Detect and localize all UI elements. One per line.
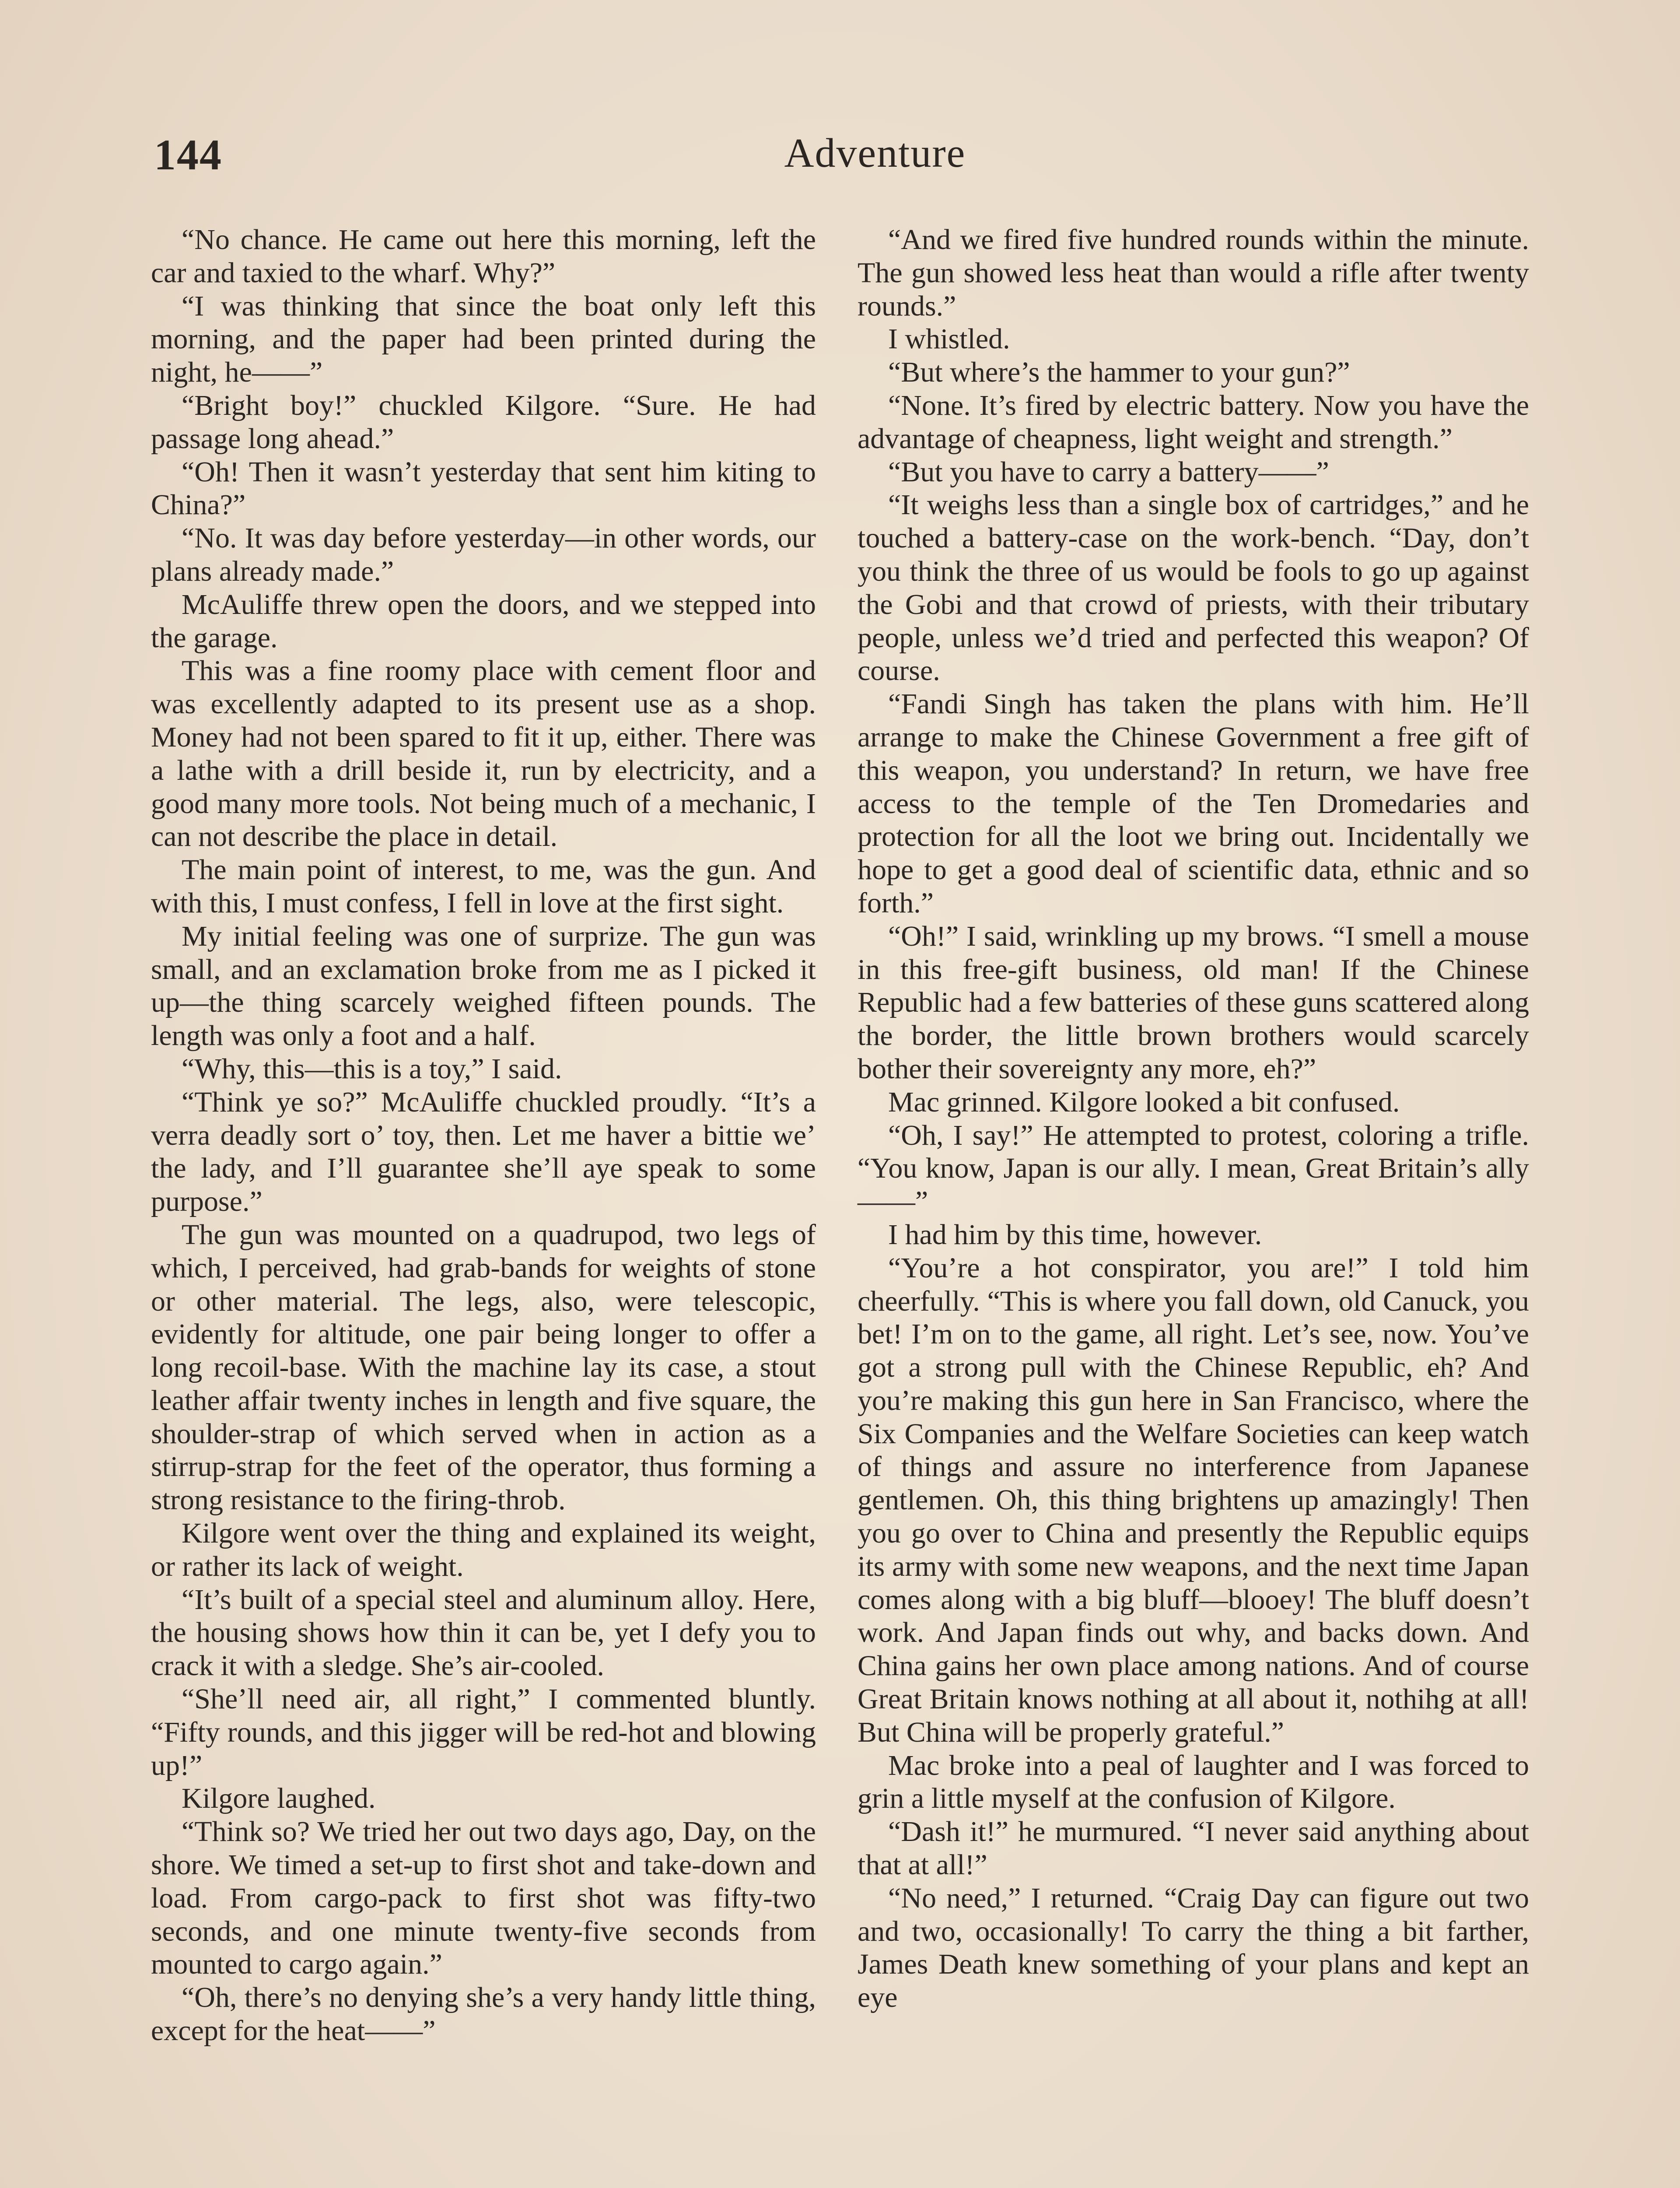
paragraph: “But where’s the hammer to your gun?” [888,356,1350,389]
paragraph: This was a fine roomy place with cement floor and was excellently adapted to its present use as a shop. Money had not been spared to fit it up, either. There was a lathe with a drill beside it, run by electricity, and a good many more tools. Not being much of a mechanic, I can not describe the place in detail. [151,655,816,853]
paragraph: “Fandi Singh has taken the plans with him. He’ll arrange to make the Chinese Government a free gift of this weapon, you understand? In return, we have free access to the temple of the Ten Dromedaries and protection for all the loot we bring out. Incidentally we hope to get a good deal of scientific data, ethnic and so forth.” [858,688,1529,919]
paragraph: My initial feeling was one of surprize. The gun was small, and an exclamation broke from me as I picked it up—the thing scarcely weighed fifteen pounds. The length was only a foot and a half. [151,920,816,1052]
paragraph: “None. It’s fired by electric battery. Now you have the advantage of cheapness, light weight and strength.” [858,389,1529,455]
paragraph: “And we fired five hundred rounds within the minute. The gun showed less heat than would a rifle after twenty rounds.” [858,224,1529,322]
paragraph: McAuliffe threw open the doors, and we stepped into the garage. [151,588,816,654]
paragraph: “No. It was day before yesterday—in other words, our plans already made.” [151,522,816,587]
paragraph: Mac broke into a peal of laughter and I was forced to grin a little myself at the confusion of Kilgore. [858,1749,1529,1815]
paragraph: Mac grinned. Kilgore looked a bit confused. [888,1086,1400,1118]
paragraph: “Think so? We tried her out two days ago, Day, on the shore. We timed a set-up to first shot and take-down and load. From cargo-pack to first shot was fifty-two seconds, and one minute twenty-five seconds from mounted to cargo again.” [151,1816,816,1981]
paragraph: I whistled. [888,323,1010,355]
page-number: 144 [154,130,222,179]
right-column [858,223,1529,2014]
paragraph: “Oh! Then it wasn’t yesterday that sent him kiting to China?” [151,456,816,521]
paragraph: “Think ye so?” McAuliffe chuckled proudly. “It’s a verra deadly sort o’ toy, then. Let me haver a bittie we’ the lady, and I’ll guarantee she’ll aye speak to some purpose.” [151,1086,816,1218]
paragraph: “I was thinking that since the boat only left this morning, and the paper had been printed during the night, he——” [151,290,816,389]
paragraph: “No need,” I returned. “Craig Day can figure out two and two, occasionally! To carry the thing a bit farther, James Death knew something of your plans and kept an eye [858,1882,1529,2014]
paragraph: “It weighs less than a single box of cartridges,” and he touched a battery-case on the work-bench. “Day, don’t you think the three of us would be fools to go up against the Gobi and that crowd of priests, with their tributary people, unless we’d tried and perfected this weapon? Of course. [858,489,1529,687]
paragraph: “It’s built of a special steel and aluminum alloy. Here, the housing shows how thin it can be, yet I defy you to crack it with a sledge. She’s air-cooled. [151,1583,816,1682]
paragraph: “Oh, there’s no denying she’s a very handy little thing, except for the heat——” [151,1981,816,2047]
left-column [151,223,816,2048]
paragraph: “Bright boy!” chuckled Kilgore. “Sure. He had passage long ahead.” [151,389,816,455]
paragraph: “But you have to carry a battery——” [888,456,1329,488]
paragraph: Kilgore laughed. [182,1782,376,1815]
paragraph: “Oh!” I said, wrinkling up my brows. “I smell a mouse in this free-gift business, old man! If the Chinese Republic had a few batteries of these guns scattered along the border, the little brown brothers would scarcely bother their sovereignty any more, eh?” [858,920,1529,1085]
paragraph: “Why, this—this is a toy,” I said. [182,1052,562,1085]
paragraph: “Oh, I say!” He attempted to protest, coloring a trifle. “You know, Japan is our ally. I mean, Great Britain’s ally——” [858,1119,1529,1218]
paragraph: “No chance. He came out here this morning, left the car and taxied to the wharf. Why?” [151,224,816,289]
paragraph: The main point of interest, to me, was the gun. And with this, I must confess, I fell in love at the first sight. [151,854,816,919]
paragraph: “Dash it!” he murmured. “I never said anything about that at all!” [858,1816,1529,1881]
paragraph: I had him by this time, however. [888,1218,1262,1251]
paragraph: The gun was mounted on a quadrupod, two legs of which, I perceived, had grab-bands for weights of stone or other material. The legs, also, were telescopic, evidently for altitude, one pair being longer to offer a long recoil-base. With the machine lay its case, a stout leather affair twenty inches in length and five square, the shoulder-strap of which served when in action as a stirrup-strap for the feet of the operator, thus forming a strong resistance to the firing-throb. [151,1218,816,1516]
paragraph: “You’re a hot conspirator, you are!” I told him cheerfully. “This is where you fall down, old Canuck, you bet! I’m on to the game, all right. Let’s see, now. You’ve got a strong pull with the Chinese Republic, eh? And you’re making this gun here in San Francisco, where the Six Companies and the Welfare Societies can keep watch of things and assure no interference from Japanese gentlemen. Oh, this thing brightens up amazingly! Then you go over to China and presently the Republic equips its army with some new weapons, and the next time Japan comes along with a big bluff—blooey! The bluff doesn’t work. And Japan finds out why, and backs down. And China gains her own place among nations. And of course Great Britain knows nothing at all about it, nothihg at all! But China will be properly grateful.” [858,1252,1529,1748]
paragraph: “She’ll need air, all right,” I commented bluntly. “Fifty rounds, and this jigger will be red-hot and blowing up!” [151,1683,816,1781]
magazine-title: Adventure [784,130,966,176]
paragraph: Kilgore went over the thing and explained its weight, or rather its lack of weight. [151,1517,816,1582]
